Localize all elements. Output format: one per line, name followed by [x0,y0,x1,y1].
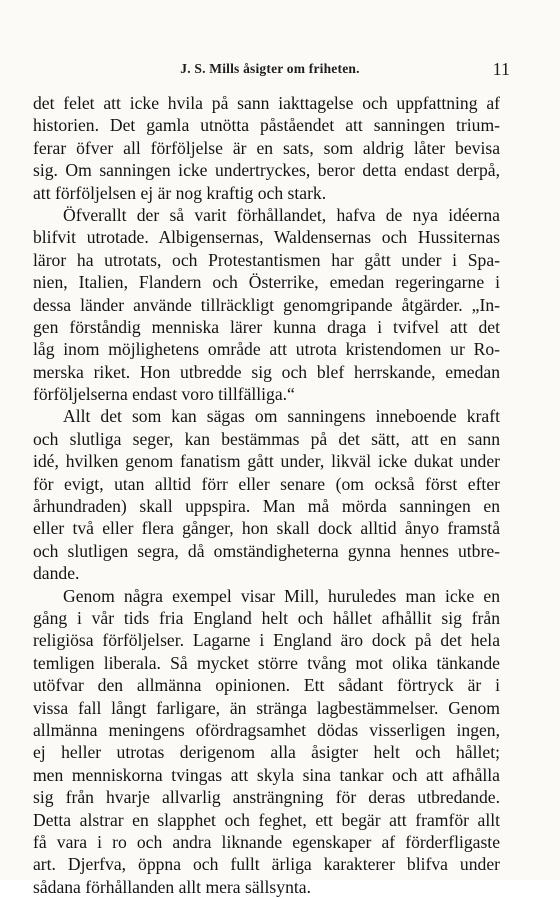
text-line: århundraden) skall uppspira. Man må mörda sanningen en [33,496,500,517]
text-line: för evigt, utan alltid förr eller senare (om också först efter [33,473,500,494]
text-line: eller två eller flera gånger, hon skall dock alltid ånyo framstå [33,518,500,539]
paragraph [33,585,500,898]
text-line: vissa fall långt farligare, än stränga lagbestämmelser. Genom [33,697,500,718]
text-line: religiösa förföljelser. Lagarne i England äro dock på det hela [33,630,500,651]
paragraph [33,405,500,584]
text-line: art. Djerfva, öppna och fullt ärliga karakterer blifva under [33,854,500,875]
text-line: och slutligen segra, då omständigheterna gynna hennes utbre- [33,540,500,561]
text-line: men menniskorna tvingas att skyla sina tankar och att afhålla [33,764,500,785]
text-line: temligen liberala. Så mycket större tvång mot olika tänkande [33,652,500,673]
text-line: ej heller utrotas derigenom alla åsigter helt och hållet; [33,742,500,763]
text-line: gång i vår tids fria England helt och hållet afhållit sig från [33,607,500,628]
text-line: merska riket. Hon utbredde sig och blef herrskande, emedan [33,361,500,382]
page-header [30,59,510,83]
text-line: gen förståndig menniska lärer kunna draga i tvifvel att det [33,316,500,337]
text-line: läror ha utrotats, och Protestantismen har gått under i Spa- [33,249,500,270]
text-line: Detta alstrar en slapphet och feghet, ett begär att framför allt [33,809,500,830]
body-text [33,92,500,898]
text-line: sådana förhållanden allt mera sällsynta. [33,876,311,897]
running-head: J. S. Mills åsigter om friheten. [180,61,360,76]
text-line: blifvit utrotade. Albigensernas, Waldensernas och Hussiternas [33,227,500,248]
text-line: låg inom möjlighetens område att utrota kristendomen ur Ro- [33,339,500,360]
text-line: det felet att icke hvila på sann iakttagelse och uppfattning af [33,93,500,113]
text-line: utöfvar den allmänna opinionen. Ett sådant förtryck är i [33,675,500,696]
text-line: dessa länder använde tillräckligt genomgripande åtgärder. „In- [33,294,500,315]
text-line: dande. [33,563,80,584]
text-line: sig. Om sanningen icke undertryckes, beror detta endast derpå, [33,160,500,181]
text-line: Genom några exempel visar Mill, huruledes man icke en [63,585,500,606]
text-line: nien, Italien, Flandern och Österrike, emedan regeringarne i [33,272,500,293]
page-number: 11 [492,59,510,79]
text-line: sig från hvarje allvarlig ansträngning för deras utbredande. [33,787,500,808]
text-line: att förföljelsen ej är nog kraftig och stark. [33,182,327,203]
text-line: idé, hvilken genom fanatism gått under, likväl icke dukat under [33,451,500,472]
paragraph [33,204,500,406]
text-line: få vara i ro och andra liknande egenskaper af förderfligaste [33,831,500,852]
text-line: ferar öfver all förföljelse är en sats, som aldrig låter bevisa [33,137,500,158]
text-line: och slutliga seger, kan bestämmas på det sätt, att en sann [33,428,500,449]
text-line: förföljelserna endast voro tillfälliga.“ [33,384,295,405]
text-line: historien. Det gamla utnötta påståendet att sanningen trium- [33,115,500,136]
text-line: Allt det som kan sägas om sanningens inneboende kraft [63,406,500,427]
text-line: Öfverallt der så varit förhållandet, hafva de nya idéerna [63,204,500,225]
paragraph [33,92,500,204]
text-line: allmänna meningens ofördragsamhet dödas visserligen ingen, [33,719,500,740]
